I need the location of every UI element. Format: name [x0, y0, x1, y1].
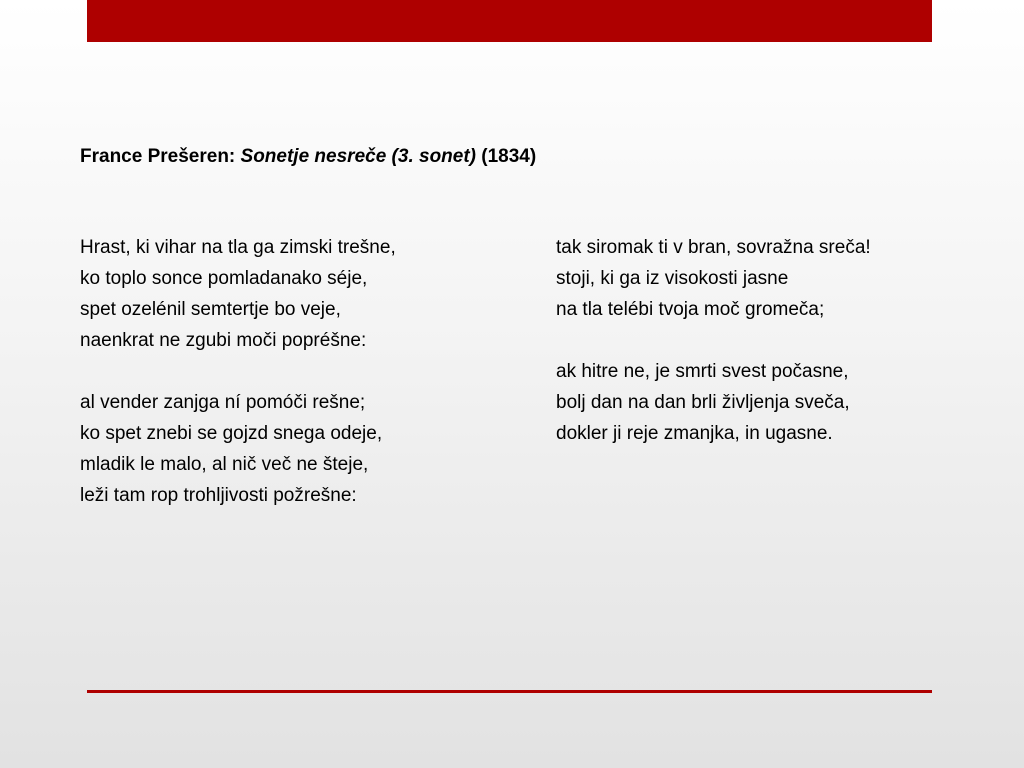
- poem-line: mladik le malo, al nič več ne šteje,: [80, 454, 369, 475]
- stanza-4: [556, 356, 850, 449]
- stanza-1: [80, 232, 396, 356]
- poem-line: ko spet znebi se gojzd snega odeje,: [80, 423, 383, 444]
- poem-line: Hrast, ki vihar na tla ga zimski trešne,: [80, 237, 396, 258]
- stanza-2: [80, 387, 382, 511]
- title-work: Sonetje nesreče (3. sonet): [240, 146, 476, 167]
- poem-line: dokler ji reje zmanjka, in ugasne.: [556, 423, 833, 444]
- bottom-divider: [87, 690, 932, 693]
- poem-line: al vender zanjga ní pomóči rešne;: [80, 392, 366, 413]
- poem-line: stoji, ki ga iz visokosti jasne: [556, 268, 789, 289]
- poem-line: na tla telébi tvoja moč gromeča;: [556, 299, 825, 320]
- poem-line: ak hitre ne, je smrti svest počasne,: [556, 361, 849, 382]
- poem-line: bolj dan na dan brli življenja sveča,: [556, 392, 850, 413]
- top-accent-bar: [87, 0, 932, 42]
- poem-line: leži tam rop trohljivosti požrešne:: [80, 485, 357, 506]
- poem-line: naenkrat ne zgubi moči popréšne:: [80, 330, 367, 351]
- poem-line: tak siromak ti v bran, sovražna sreča!: [556, 237, 871, 258]
- poem-line: ko toplo sonce pomladanako séje,: [80, 268, 368, 289]
- title-year: (1834): [476, 146, 537, 167]
- slide-title: [80, 146, 780, 168]
- title-author: France Prešeren:: [80, 146, 241, 167]
- poem-line: spet ozelénil semtertje bo veje,: [80, 299, 341, 320]
- stanza-3: [556, 232, 871, 325]
